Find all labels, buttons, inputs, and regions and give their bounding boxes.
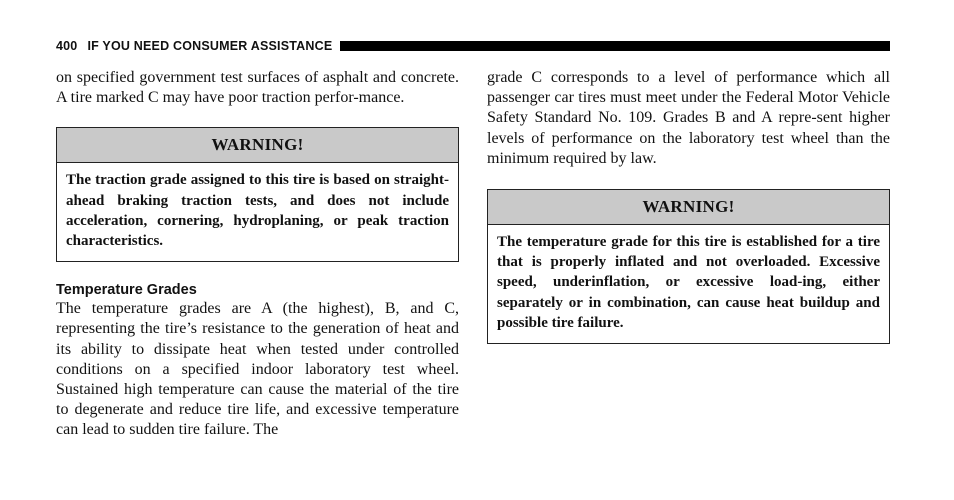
- temperature-warning-box: [487, 189, 890, 344]
- right-column: [487, 68, 890, 344]
- warning-title: WARNING!: [57, 128, 458, 163]
- warning-title: WARNING!: [488, 190, 889, 225]
- temperature-grades-heading: Temperature Grades: [56, 282, 197, 299]
- intro-paragraph: on specified government test surfaces of asphalt and concrete. A tire marked C may have poor traction perfor-mance.: [56, 69, 459, 107]
- page-header: [56, 38, 890, 54]
- header-rule: [340, 41, 890, 51]
- left-column: [56, 68, 459, 441]
- warning-text: The temperature grade for this tire is established for a tire that is properly inflated and not overloaded. Excessive speed, underinflation, or excessive load-ing, either separately or in combination, can cause heat buildup and possible tire failure.: [497, 234, 880, 331]
- section-title: IF YOU NEED CONSUMER ASSISTANCE: [87, 39, 333, 53]
- warning-text: The traction grade assigned to this tire is based on straight-ahead braking traction tests, and does not include acceleration, cornering, hydroplaning, or peak traction characteristics.: [66, 172, 449, 250]
- page-number: 400: [56, 39, 78, 53]
- traction-warning-box: [56, 127, 459, 262]
- temperature-paragraph: The temperature grades are A (the highest), B, and C, representing the tire’s resistance to the generation of heat and its ability to dissipate heat when tested under controlled conditions on a specified indoor laboratory test wheel. Sustained high temperature can cause the material of the tire to degenerate and reduce tire life, and excessive temperature can lead to sudden tire failure. The: [56, 300, 459, 439]
- continued-paragraph: grade C corresponds to a level of performance which all passenger car tires must meet under the Federal Motor Vehicle Safety Standard No. 109. Grades B and A repre-sent higher levels of performance on the laboratory test wheel than the minimum required by law.: [487, 69, 890, 167]
